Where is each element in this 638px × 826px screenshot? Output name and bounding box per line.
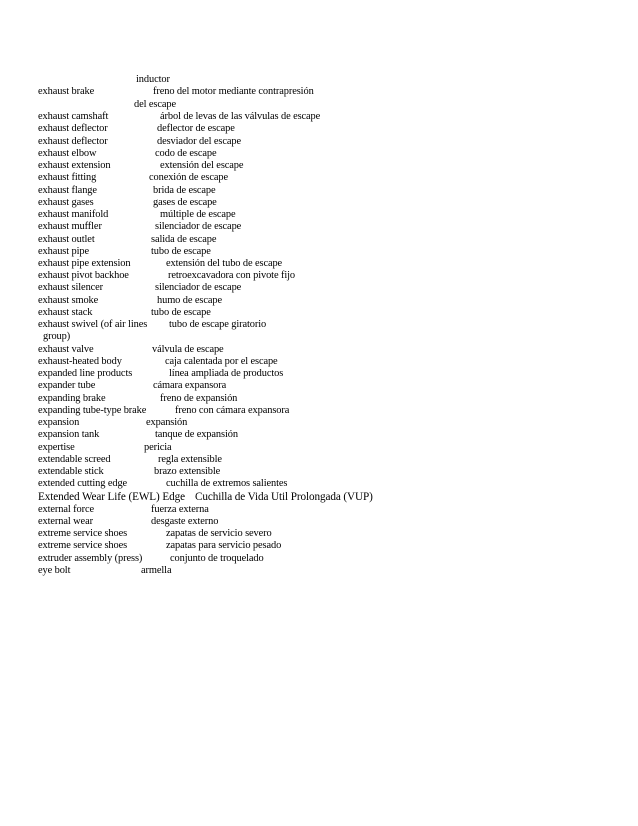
- glossary-term: extreme service shoes: [38, 528, 128, 539]
- glossary-term: extruder assembly (press): [38, 553, 143, 564]
- glossary-translation: conexión de escape: [149, 172, 228, 183]
- glossary-term: expanding brake: [38, 393, 106, 404]
- glossary-term: external force: [38, 504, 94, 515]
- glossary-translation: tubo de escape: [151, 246, 211, 257]
- glossary-translation: gases de escape: [153, 197, 217, 208]
- glossary-translation: salida de escape: [151, 234, 217, 245]
- glossary-translation: caja calentada por el escape: [165, 356, 278, 367]
- glossary-term: exhaust outlet: [38, 234, 95, 245]
- glossary-term: exhaust-heated body: [38, 356, 122, 367]
- glossary-translation: desgaste externo: [151, 516, 219, 527]
- glossary-term: expansion: [38, 417, 80, 428]
- glossary-translation: freno del motor mediante contrapresión: [153, 86, 314, 97]
- glossary-translation: humo de escape: [157, 295, 222, 306]
- glossary-translation: armella: [141, 565, 172, 576]
- glossary-translation: fuerza externa: [151, 504, 209, 515]
- glossary-translation: tanque de expansión: [155, 429, 238, 440]
- glossary-translation: pericia: [144, 442, 172, 453]
- glossary-term: external wear: [38, 516, 93, 527]
- glossary-term: extreme service shoes: [38, 540, 128, 551]
- glossary-translation: cuchilla de extremos salientes: [166, 478, 288, 489]
- glossary-term: exhaust pipe extension: [38, 258, 131, 269]
- glossary-translation: silenciador de escape: [155, 221, 242, 232]
- glossary-term: exhaust gases: [38, 197, 94, 208]
- glossary-term: exhaust valve: [38, 344, 94, 355]
- glossary-term: expander tube: [38, 380, 96, 391]
- glossary-term: expanding tube-type brake: [38, 405, 147, 416]
- glossary-term: group): [38, 331, 71, 342]
- glossary-translation: extensión del tubo de escape: [166, 258, 283, 269]
- glossary-translation: árbol de levas de las válvulas de escape: [160, 111, 321, 122]
- glossary-term: extended cutting edge: [38, 478, 128, 489]
- glossary-translation: cámara expansora: [153, 380, 227, 391]
- glossary-translation: del escape: [134, 99, 176, 110]
- glossary-translation: freno de expansión: [160, 393, 238, 404]
- glossary-term: eye bolt: [38, 565, 71, 576]
- glossary-translation: tubo de escape: [151, 307, 211, 318]
- glossary-term: expanded line products: [38, 368, 133, 379]
- glossary-translation: múltiple de escape: [160, 209, 236, 220]
- glossary-translation: inductor: [136, 74, 170, 85]
- glossary-translation: zapatas para servicio pesado: [166, 540, 282, 551]
- glossary-translation: válvula de escape: [152, 344, 224, 355]
- glossary-term: exhaust extension: [38, 160, 111, 171]
- glossary-term: exhaust elbow: [38, 148, 97, 159]
- glossary-translation: desviador del escape: [157, 136, 241, 147]
- glossary-translation: freno con cámara expansora: [175, 405, 290, 416]
- glossary-term: exhaust fitting: [38, 172, 97, 183]
- glossary-term: Extended Wear Life (EWL) Edge: [38, 491, 185, 503]
- glossary-term: exhaust brake: [38, 86, 95, 97]
- glossary-translation: extensión del escape: [160, 160, 244, 171]
- glossary-term: exhaust silencer: [38, 282, 104, 293]
- glossary-translation: conjunto de troquelado: [170, 553, 264, 564]
- glossary-term: extendable screed: [38, 454, 111, 465]
- glossary-term: exhaust pipe: [38, 246, 90, 257]
- glossary-term: exhaust camshaft: [38, 111, 109, 122]
- glossary-translation: expansión: [146, 417, 188, 428]
- glossary-translation: Cuchilla de Vida Util Prolongada (VUP): [195, 491, 373, 503]
- glossary-term: exhaust pivot backhoe: [38, 270, 129, 281]
- glossary-term: expertise: [38, 442, 75, 453]
- glossary-term: exhaust manifold: [38, 209, 109, 220]
- glossary-term: exhaust smoke: [38, 295, 99, 306]
- glossary-translation: tubo de escape giratorio: [169, 319, 267, 330]
- glossary-translation: regla extensible: [158, 454, 222, 465]
- glossary-term: exhaust flange: [38, 185, 97, 196]
- glossary-term: exhaust deflector: [38, 123, 108, 134]
- glossary-translation: silenciador de escape: [155, 282, 242, 293]
- glossary-term: exhaust muffler: [38, 221, 102, 232]
- glossary-term: exhaust stack: [38, 307, 93, 318]
- glossary-term: expansion tank: [38, 429, 100, 440]
- glossary-translation: brida de escape: [153, 185, 216, 196]
- glossary-term: exhaust deflector: [38, 136, 108, 147]
- glossary-translation: línea ampliada de productos: [169, 368, 284, 379]
- glossary-translation: zapatas de servicio severo: [166, 528, 272, 539]
- glossary-translation: codo de escape: [155, 148, 217, 159]
- glossary-translation: brazo extensible: [154, 466, 221, 477]
- glossary-translation: retroexcavadora con pivote fijo: [168, 270, 296, 281]
- glossary-translation: deflector de escape: [157, 123, 235, 134]
- glossary-term: exhaust swivel (of air lines: [38, 319, 148, 330]
- glossary-term: extendable stick: [38, 466, 104, 477]
